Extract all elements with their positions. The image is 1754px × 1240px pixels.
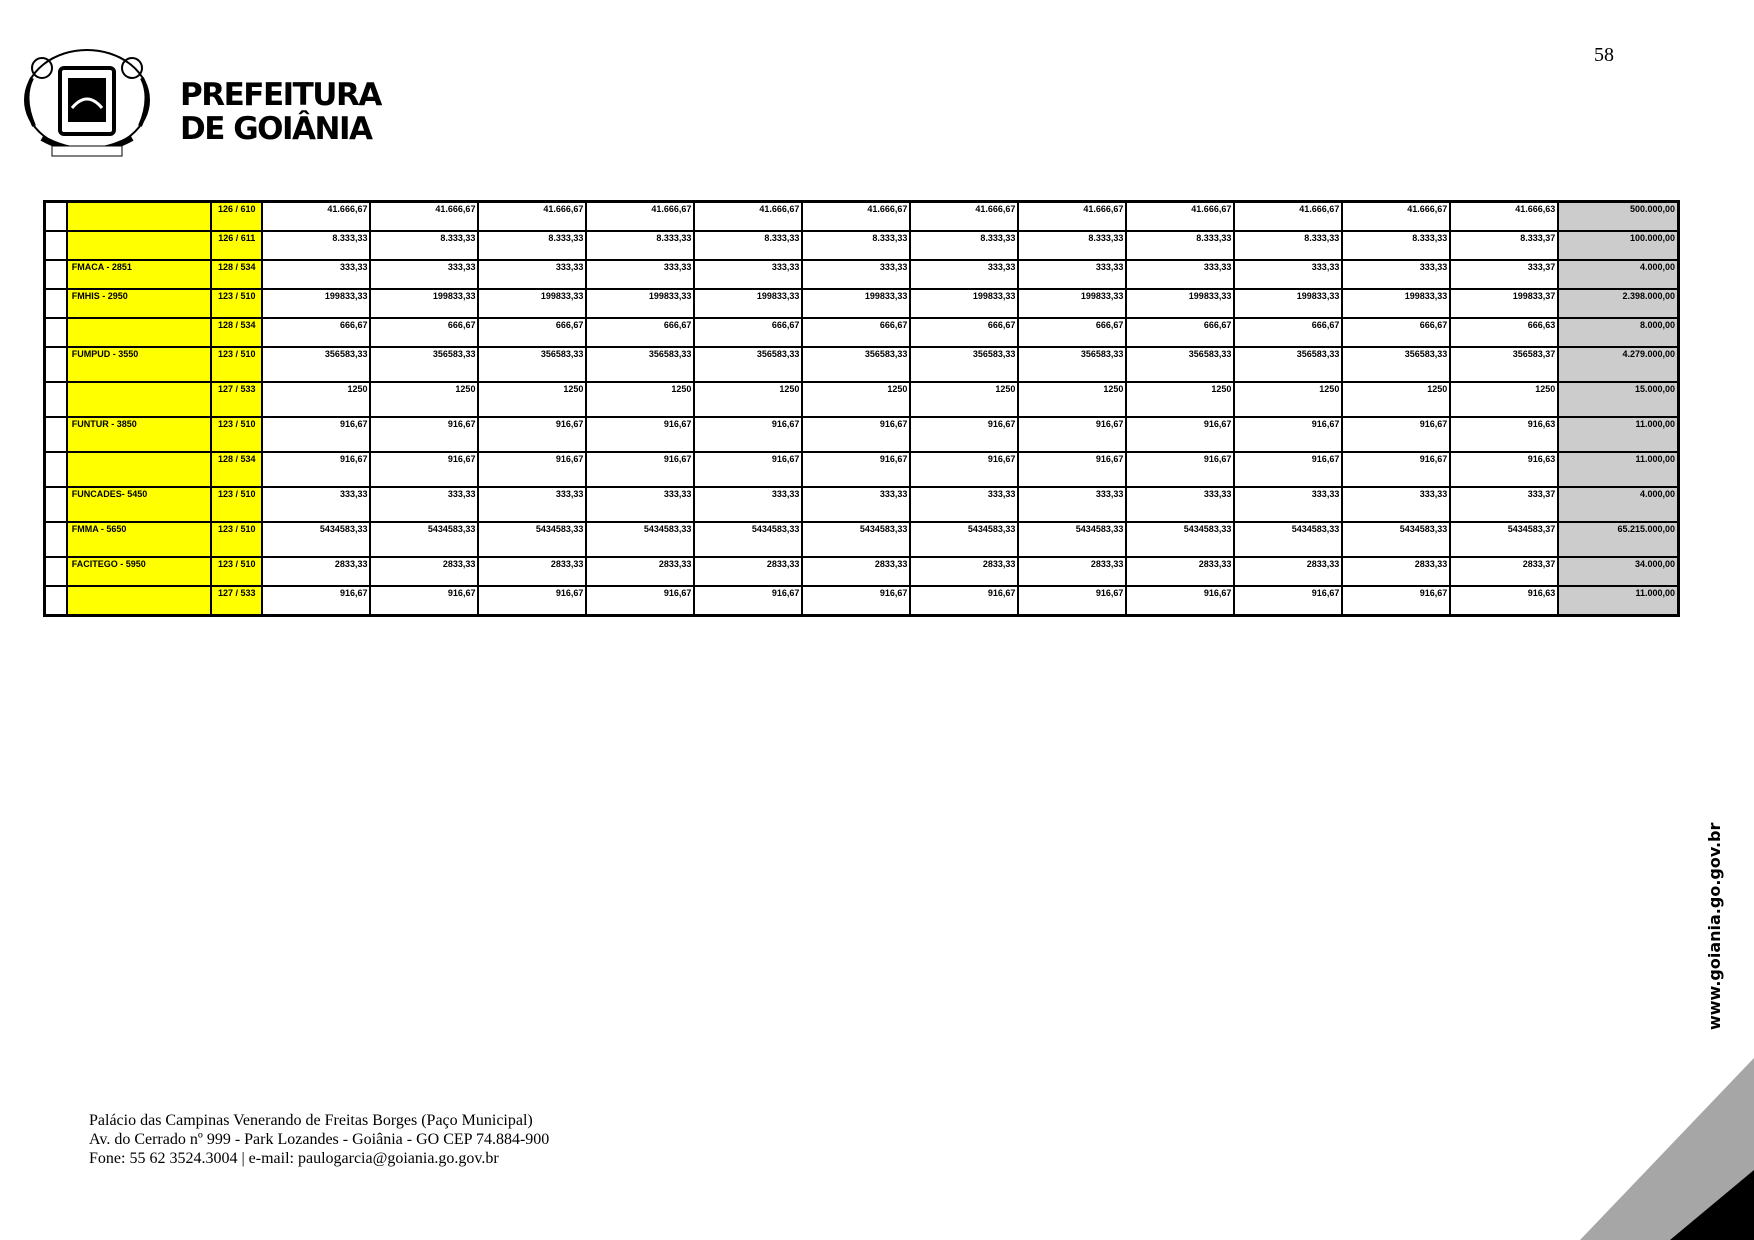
month-value-cell: 666,67	[802, 318, 910, 347]
row-marker-cell	[45, 202, 67, 232]
month-value-cell: 916,67	[1234, 586, 1342, 616]
table-row	[45, 260, 1679, 289]
row-marker-cell	[45, 557, 67, 586]
month-value-cell: 333,33	[910, 487, 1018, 522]
month-value-cell: 2833,33	[1342, 557, 1450, 586]
table-row	[45, 318, 1679, 347]
code-cell: 123 / 510	[211, 417, 262, 452]
footer-line-1: Palácio das Campinas Venerando de Freitas Borges (Paço Municipal)	[89, 1112, 533, 1129]
month-value-cell: 666,67	[478, 318, 586, 347]
row-marker-cell	[45, 586, 67, 616]
month-value-cell: 199833,33	[910, 289, 1018, 318]
month-value-cell: 916,67	[1126, 417, 1234, 452]
month-value-cell: 199833,33	[478, 289, 586, 318]
month-value-cell: 916,67	[478, 417, 586, 452]
month-value-cell: 356583,33	[586, 347, 694, 382]
code-cell: 123 / 510	[211, 487, 262, 522]
code-cell: 123 / 510	[211, 557, 262, 586]
month-value-cell: 916,67	[262, 586, 370, 616]
page-number: 58	[1594, 44, 1614, 66]
month-value-cell: 1250	[1450, 382, 1558, 417]
table-row	[45, 452, 1679, 487]
total-cell: 15.000,00	[1558, 382, 1678, 417]
month-value-cell: 199833,33	[586, 289, 694, 318]
month-value-cell: 333,37	[1450, 487, 1558, 522]
month-value-cell: 5434583,33	[478, 522, 586, 557]
month-value-cell: 41.666,67	[586, 202, 694, 232]
month-value-cell: 8.333,33	[262, 231, 370, 260]
total-cell: 8.000,00	[1558, 318, 1678, 347]
brand-wordmark	[180, 78, 381, 146]
total-cell: 2.398.000,00	[1558, 289, 1678, 318]
month-value-cell: 333,33	[1018, 487, 1126, 522]
month-value-cell: 333,33	[1126, 260, 1234, 289]
fund-cell: FACITEGO - 5950	[67, 557, 211, 586]
month-value-cell: 356583,33	[478, 347, 586, 382]
code-cell: 123 / 510	[211, 289, 262, 318]
month-value-cell: 5434583,33	[1234, 522, 1342, 557]
fund-cell	[67, 586, 211, 616]
fund-cell: FUNCADES- 5450	[67, 487, 211, 522]
row-marker-cell	[45, 522, 67, 557]
month-value-cell: 916,67	[1126, 452, 1234, 487]
table-row	[45, 522, 1679, 557]
month-value-cell: 5434583,33	[1018, 522, 1126, 557]
month-value-cell: 5434583,33	[370, 522, 478, 557]
month-value-cell: 916,67	[802, 452, 910, 487]
row-marker-cell	[45, 347, 67, 382]
month-value-cell: 2833,33	[478, 557, 586, 586]
municipal-coat-of-arms-icon	[12, 38, 162, 168]
month-value-cell: 199833,33	[1018, 289, 1126, 318]
month-value-cell: 916,67	[802, 586, 910, 616]
month-value-cell: 41.666,67	[478, 202, 586, 232]
fund-cell	[67, 202, 211, 232]
footer-line-3: Fone: 55 62 3524.3004 | e-mail: paulogarcia@goiania.go.gov.br	[89, 1150, 499, 1167]
total-cell: 500.000,00	[1558, 202, 1678, 232]
month-value-cell: 356583,33	[370, 347, 478, 382]
month-value-cell: 916,67	[1342, 417, 1450, 452]
month-value-cell: 916,67	[694, 452, 802, 487]
month-value-cell: 199833,33	[802, 289, 910, 318]
month-value-cell: 666,67	[1126, 318, 1234, 347]
code-cell: 128 / 534	[211, 452, 262, 487]
table-row	[45, 417, 1679, 452]
month-value-cell: 916,67	[586, 452, 694, 487]
month-value-cell: 1250	[1234, 382, 1342, 417]
month-value-cell: 8.333,33	[370, 231, 478, 260]
month-value-cell: 1250	[586, 382, 694, 417]
side-website-url: www.goiania.go.gov.br	[1705, 822, 1724, 1030]
fund-cell	[67, 318, 211, 347]
month-value-cell: 5434583,33	[262, 522, 370, 557]
month-value-cell: 916,67	[1126, 586, 1234, 616]
month-value-cell: 333,33	[262, 260, 370, 289]
total-cell: 65.215.000,00	[1558, 522, 1678, 557]
month-value-cell: 333,33	[586, 487, 694, 522]
month-value-cell: 333,33	[586, 260, 694, 289]
month-value-cell: 41.666,67	[1342, 202, 1450, 232]
month-value-cell: 2833,33	[262, 557, 370, 586]
month-value-cell: 916,67	[1234, 417, 1342, 452]
total-cell: 34.000,00	[1558, 557, 1678, 586]
month-value-cell: 8.333,33	[802, 231, 910, 260]
total-cell: 100.000,00	[1558, 231, 1678, 260]
month-value-cell: 356583,33	[1126, 347, 1234, 382]
month-value-cell: 41.666,67	[1126, 202, 1234, 232]
month-value-cell: 916,67	[478, 452, 586, 487]
month-value-cell: 916,67	[478, 586, 586, 616]
month-value-cell: 333,33	[478, 487, 586, 522]
month-value-cell: 666,67	[1018, 318, 1126, 347]
code-cell: 127 / 533	[211, 586, 262, 616]
month-value-cell: 2833,33	[1234, 557, 1342, 586]
month-value-cell: 916,67	[1342, 452, 1450, 487]
table-row	[45, 586, 1679, 616]
month-value-cell: 916,67	[370, 586, 478, 616]
month-value-cell: 5434583,33	[586, 522, 694, 557]
month-value-cell: 41.666,67	[802, 202, 910, 232]
total-cell: 11.000,00	[1558, 452, 1678, 487]
total-cell: 11.000,00	[1558, 417, 1678, 452]
month-value-cell: 2833,33	[1126, 557, 1234, 586]
month-value-cell: 916,67	[1234, 452, 1342, 487]
month-value-cell: 5434583,33	[802, 522, 910, 557]
total-cell: 11.000,00	[1558, 586, 1678, 616]
month-value-cell: 2833,33	[694, 557, 802, 586]
footer-address	[89, 1111, 549, 1168]
table-row	[45, 289, 1679, 318]
month-value-cell: 199833,33	[262, 289, 370, 318]
row-marker-cell	[45, 417, 67, 452]
month-value-cell: 2833,33	[586, 557, 694, 586]
month-value-cell: 5434583,33	[1342, 522, 1450, 557]
month-value-cell: 333,37	[1450, 260, 1558, 289]
month-value-cell: 666,67	[1342, 318, 1450, 347]
total-cell: 4.279.000,00	[1558, 347, 1678, 382]
month-value-cell: 916,67	[694, 417, 802, 452]
month-value-cell: 666,67	[910, 318, 1018, 347]
month-value-cell: 2833,33	[802, 557, 910, 586]
month-value-cell: 199833,37	[1450, 289, 1558, 318]
month-value-cell: 916,67	[910, 452, 1018, 487]
row-marker-cell	[45, 289, 67, 318]
month-value-cell: 2833,33	[1018, 557, 1126, 586]
month-value-cell: 916,63	[1450, 586, 1558, 616]
month-value-cell: 8.333,33	[1018, 231, 1126, 260]
row-marker-cell	[45, 382, 67, 417]
table-row	[45, 347, 1679, 382]
month-value-cell: 333,33	[1342, 487, 1450, 522]
table-row	[45, 557, 1679, 586]
month-value-cell: 41.666,63	[1450, 202, 1558, 232]
table-row	[45, 202, 1679, 232]
month-value-cell: 8.333,33	[478, 231, 586, 260]
month-value-cell: 1250	[802, 382, 910, 417]
month-value-cell: 356583,33	[1342, 347, 1450, 382]
month-value-cell: 916,67	[1342, 586, 1450, 616]
code-cell: 123 / 510	[211, 347, 262, 382]
fund-cell	[67, 382, 211, 417]
month-value-cell: 41.666,67	[910, 202, 1018, 232]
brand-line-2: DE GOIÂNIA	[180, 111, 372, 147]
fund-cell: FMHIS - 2950	[67, 289, 211, 318]
month-value-cell: 356583,33	[910, 347, 1018, 382]
month-value-cell: 199833,33	[694, 289, 802, 318]
month-value-cell: 5434583,37	[1450, 522, 1558, 557]
month-value-cell: 1250	[370, 382, 478, 417]
month-value-cell: 333,33	[262, 487, 370, 522]
month-value-cell: 5434583,33	[910, 522, 1018, 557]
month-value-cell: 916,67	[262, 452, 370, 487]
month-value-cell: 1250	[910, 382, 1018, 417]
table-row	[45, 231, 1679, 260]
month-value-cell: 916,67	[262, 417, 370, 452]
code-cell: 127 / 533	[211, 382, 262, 417]
month-value-cell: 1250	[478, 382, 586, 417]
month-value-cell: 333,33	[370, 260, 478, 289]
month-value-cell: 333,33	[694, 487, 802, 522]
month-value-cell: 41.666,67	[370, 202, 478, 232]
row-marker-cell	[45, 318, 67, 347]
month-value-cell: 333,33	[370, 487, 478, 522]
month-value-cell: 5434583,33	[694, 522, 802, 557]
month-value-cell: 666,67	[694, 318, 802, 347]
month-value-cell: 916,67	[1018, 417, 1126, 452]
month-value-cell: 916,67	[586, 417, 694, 452]
month-value-cell: 2833,33	[370, 557, 478, 586]
month-value-cell: 199833,33	[1126, 289, 1234, 318]
month-value-cell: 1250	[262, 382, 370, 417]
month-value-cell: 916,67	[586, 586, 694, 616]
month-value-cell: 5434583,33	[1126, 522, 1234, 557]
row-marker-cell	[45, 452, 67, 487]
month-value-cell: 8.333,37	[1450, 231, 1558, 260]
month-value-cell: 333,33	[1018, 260, 1126, 289]
code-cell: 128 / 534	[211, 318, 262, 347]
month-value-cell: 916,67	[910, 417, 1018, 452]
brand-line-1: PREFEITURA	[180, 77, 381, 113]
month-value-cell: 666,67	[370, 318, 478, 347]
month-value-cell: 356583,33	[694, 347, 802, 382]
month-value-cell: 916,63	[1450, 452, 1558, 487]
fund-cell: FMACA - 2851	[67, 260, 211, 289]
total-cell: 4.000,00	[1558, 487, 1678, 522]
month-value-cell: 199833,33	[1342, 289, 1450, 318]
month-value-cell: 916,67	[1018, 452, 1126, 487]
month-value-cell: 2833,37	[1450, 557, 1558, 586]
month-value-cell: 1250	[1342, 382, 1450, 417]
month-value-cell: 8.333,33	[910, 231, 1018, 260]
table-row	[45, 487, 1679, 522]
code-cell: 128 / 534	[211, 260, 262, 289]
month-value-cell: 666,67	[262, 318, 370, 347]
month-value-cell: 356583,33	[1018, 347, 1126, 382]
fund-cell: FUNTUR - 3850	[67, 417, 211, 452]
month-value-cell: 916,67	[802, 417, 910, 452]
month-value-cell: 8.333,33	[1126, 231, 1234, 260]
code-cell: 126 / 611	[211, 231, 262, 260]
row-marker-cell	[45, 260, 67, 289]
table-row	[45, 382, 1679, 417]
month-value-cell: 199833,33	[370, 289, 478, 318]
month-value-cell: 916,67	[694, 586, 802, 616]
row-marker-cell	[45, 487, 67, 522]
fund-cell: FMMA - 5650	[67, 522, 211, 557]
month-value-cell: 916,63	[1450, 417, 1558, 452]
month-value-cell: 1250	[1018, 382, 1126, 417]
code-cell: 123 / 510	[211, 522, 262, 557]
month-value-cell: 333,33	[802, 260, 910, 289]
month-value-cell: 356583,33	[262, 347, 370, 382]
month-value-cell: 1250	[694, 382, 802, 417]
month-value-cell: 333,33	[478, 260, 586, 289]
month-value-cell: 8.333,33	[586, 231, 694, 260]
month-value-cell: 916,67	[910, 586, 1018, 616]
total-cell: 4.000,00	[1558, 260, 1678, 289]
month-value-cell: 356583,37	[1450, 347, 1558, 382]
month-value-cell: 916,67	[370, 452, 478, 487]
month-value-cell: 333,33	[910, 260, 1018, 289]
month-value-cell: 333,33	[1234, 260, 1342, 289]
month-value-cell: 333,33	[1126, 487, 1234, 522]
month-value-cell: 666,63	[1450, 318, 1558, 347]
month-value-cell: 916,67	[1018, 586, 1126, 616]
corner-decoration	[1580, 1058, 1754, 1240]
month-value-cell: 333,33	[1234, 487, 1342, 522]
month-value-cell: 356583,33	[802, 347, 910, 382]
month-value-cell: 356583,33	[1234, 347, 1342, 382]
fund-cell	[67, 452, 211, 487]
fund-cell	[67, 231, 211, 260]
month-value-cell: 2833,33	[910, 557, 1018, 586]
month-value-cell: 333,33	[1342, 260, 1450, 289]
month-value-cell: 41.666,67	[1018, 202, 1126, 232]
code-cell: 126 / 610	[211, 202, 262, 232]
budget-table	[43, 200, 1680, 617]
budget-table-body	[45, 202, 1679, 616]
month-value-cell: 199833,33	[1234, 289, 1342, 318]
month-value-cell: 8.333,33	[694, 231, 802, 260]
month-value-cell: 916,67	[370, 417, 478, 452]
fund-cell: FUMPUD - 3550	[67, 347, 211, 382]
month-value-cell: 41.666,67	[262, 202, 370, 232]
month-value-cell: 8.333,33	[1342, 231, 1450, 260]
month-value-cell: 8.333,33	[1234, 231, 1342, 260]
month-value-cell: 333,33	[802, 487, 910, 522]
month-value-cell: 1250	[1126, 382, 1234, 417]
month-value-cell: 41.666,67	[1234, 202, 1342, 232]
month-value-cell: 666,67	[586, 318, 694, 347]
month-value-cell: 41.666,67	[694, 202, 802, 232]
month-value-cell: 666,67	[1234, 318, 1342, 347]
footer-line-2: Av. do Cerrado nº 999 - Park Lozandes - Goiânia - GO CEP 74.884-900	[89, 1131, 550, 1148]
row-marker-cell	[45, 231, 67, 260]
month-value-cell: 333,33	[694, 260, 802, 289]
